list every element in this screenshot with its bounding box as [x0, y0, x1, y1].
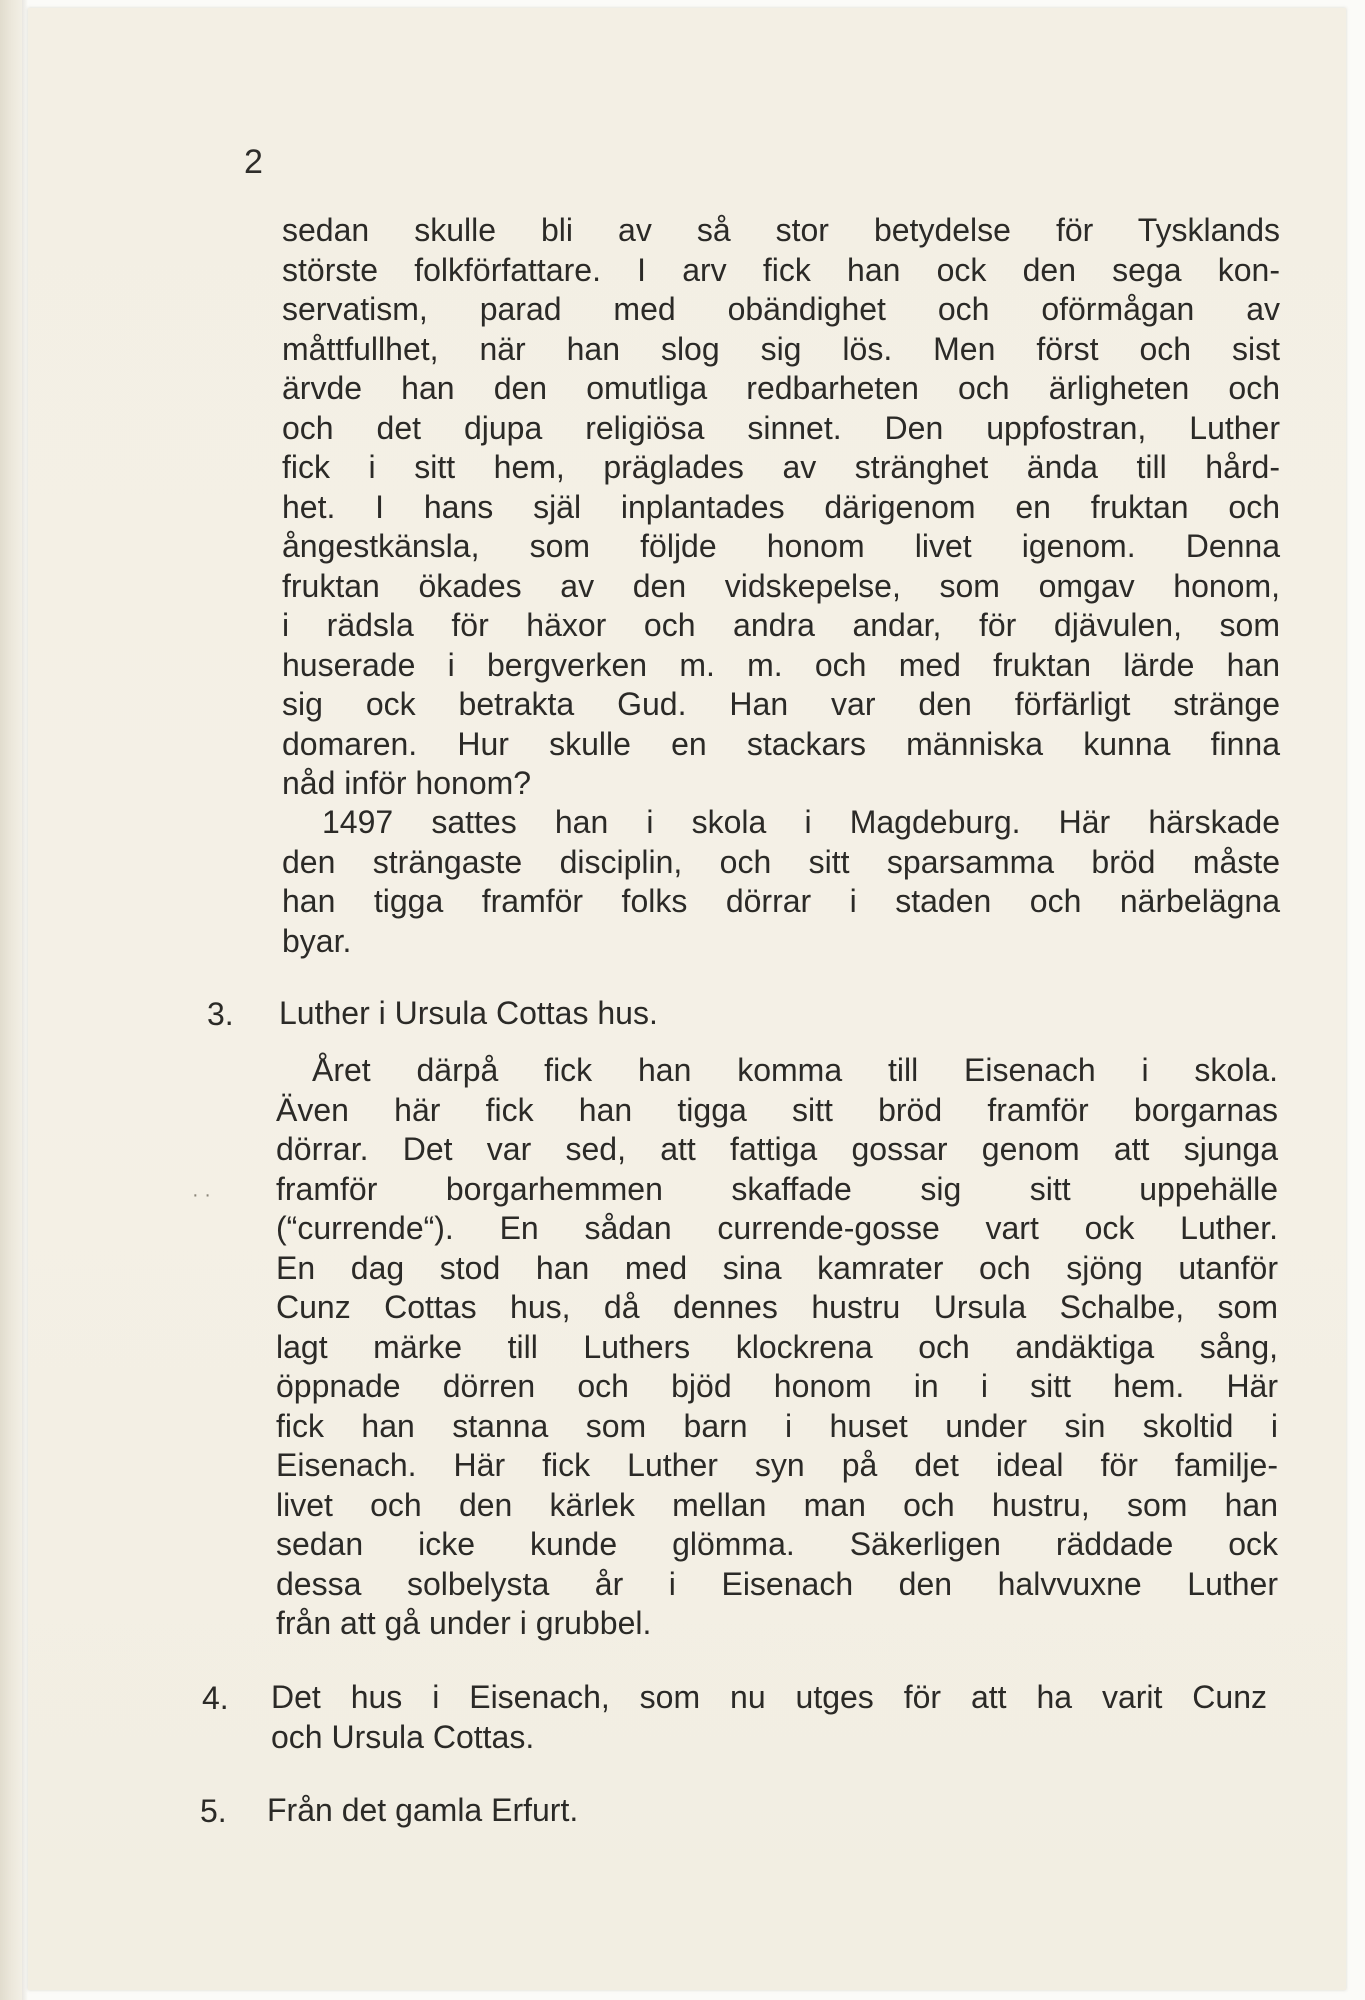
text-line: störste folkförfattare. I arv fick han ock den sega kon- [282, 251, 1280, 288]
paragraph-2 [282, 803, 1280, 961]
text-line: sig ock betrakta Gud. Han var den förfärligt stränge [282, 686, 1280, 722]
text-line: lagt märke till Luthers klockrena och andäktiga sång, [276, 1328, 1278, 1365]
text-line: måttfullhet, när han slog sig lös. Men först och sist [282, 330, 1280, 367]
text-line: Cunz Cottas hus, då dennes hustru Ursula Schalbe, som [276, 1289, 1278, 1325]
text-line: Från det gamla Erfurt. [267, 1792, 579, 1828]
text-line: ärvde han den omutliga redbarheten och ärligheten och [282, 370, 1280, 406]
item-number-4: 4. [202, 1680, 229, 1716]
item-3-body [276, 1051, 1278, 1644]
text-line: sedan icke kunde glömma. Säkerligen räddade ock [276, 1526, 1278, 1562]
text-line: han tigga framför folks dörrar i staden och närbelägna [282, 883, 1280, 919]
text-line: servatism, parad med obändighet och oförmågan av [282, 291, 1280, 327]
paragraph-1 [282, 211, 1280, 804]
text-line: fick han stanna som barn i huset under sin skoltid i [276, 1407, 1278, 1444]
item-number-5: 5. [200, 1793, 227, 1829]
text-line: dessa solbelysta år i Eisenach den halvvuxne Luther [276, 1565, 1278, 1602]
text-line: den strängaste disciplin, och sitt sparsamma bröd måste [282, 843, 1280, 880]
item-3-heading [279, 994, 658, 1034]
text-line: Även här fick han tigga sitt bröd framför borgarnas [276, 1091, 1278, 1128]
text-line: i rädsla för häxor och andra andar, för djävulen, som [282, 607, 1280, 643]
text-line: huserade i bergverken m. m. och med fruktan lärde han [282, 646, 1280, 683]
page-number: 2 [244, 143, 263, 181]
text-line: Året därpå fick han komma till Eisenach i skola. [312, 1052, 1278, 1088]
book-page [28, 8, 1346, 1990]
item-4-body [271, 1678, 1267, 1757]
text-line: livet och den kärlek mellan man och hustru, som han [276, 1486, 1278, 1523]
text-line: från att gå under i grubbel. [276, 1605, 652, 1641]
text-line: sedan skulle bli av så stor betydelse för Tysklands [282, 212, 1280, 248]
text-line: dörrar. Det var sed, att fattiga gossar genom att sjunga [276, 1131, 1278, 1167]
text-line: Eisenach. Här fick Luther syn på det ideal för familje- [276, 1447, 1278, 1483]
text-line: fick i sitt hem, präglades av stränghet ända till hård- [282, 449, 1280, 485]
text-line: öppnade dörren och bjöd honom in i sitt hem. Här [276, 1368, 1278, 1404]
text-line: framför borgarhemmen skaffade sig sitt uppehälle [276, 1170, 1278, 1207]
book-spine-edge [0, 0, 22, 2000]
text-line: 1497 sattes han i skola i Magdeburg. Här härskade [322, 804, 1280, 840]
text-line: (“currende“). En sådan currende-gosse vart ock Luther. [276, 1210, 1278, 1246]
text-line: och det djupa religiösa sinnet. Den uppfostran, Luther [282, 409, 1280, 446]
item-number-3: 3. [207, 996, 234, 1032]
section-heading: Luther i Ursula Cottas hus. [279, 995, 658, 1031]
text-line: och Ursula Cottas. [271, 1718, 535, 1755]
text-line: byar. [282, 922, 352, 959]
text-line: En dag stod han med sina kamrater och sjöng utanför [276, 1249, 1278, 1286]
text-line: domaren. Hur skulle en stackars människa kunna finna [282, 725, 1280, 762]
text-line: ångestkänsla, som följde honom livet igenom. Denna [282, 528, 1280, 564]
decorative-dots: · · [192, 1184, 211, 1206]
text-line: fruktan ökades av den vidskepelse, som omgav honom, [282, 567, 1280, 604]
item-5-body [267, 1791, 578, 1831]
text-line: het. I hans själ inplantades därigenom en fruktan och [282, 488, 1280, 525]
text-line: Det hus i Eisenach, som nu utges för att ha varit Cunz [271, 1679, 1267, 1715]
text-line: nåd inför honom? [282, 765, 532, 801]
